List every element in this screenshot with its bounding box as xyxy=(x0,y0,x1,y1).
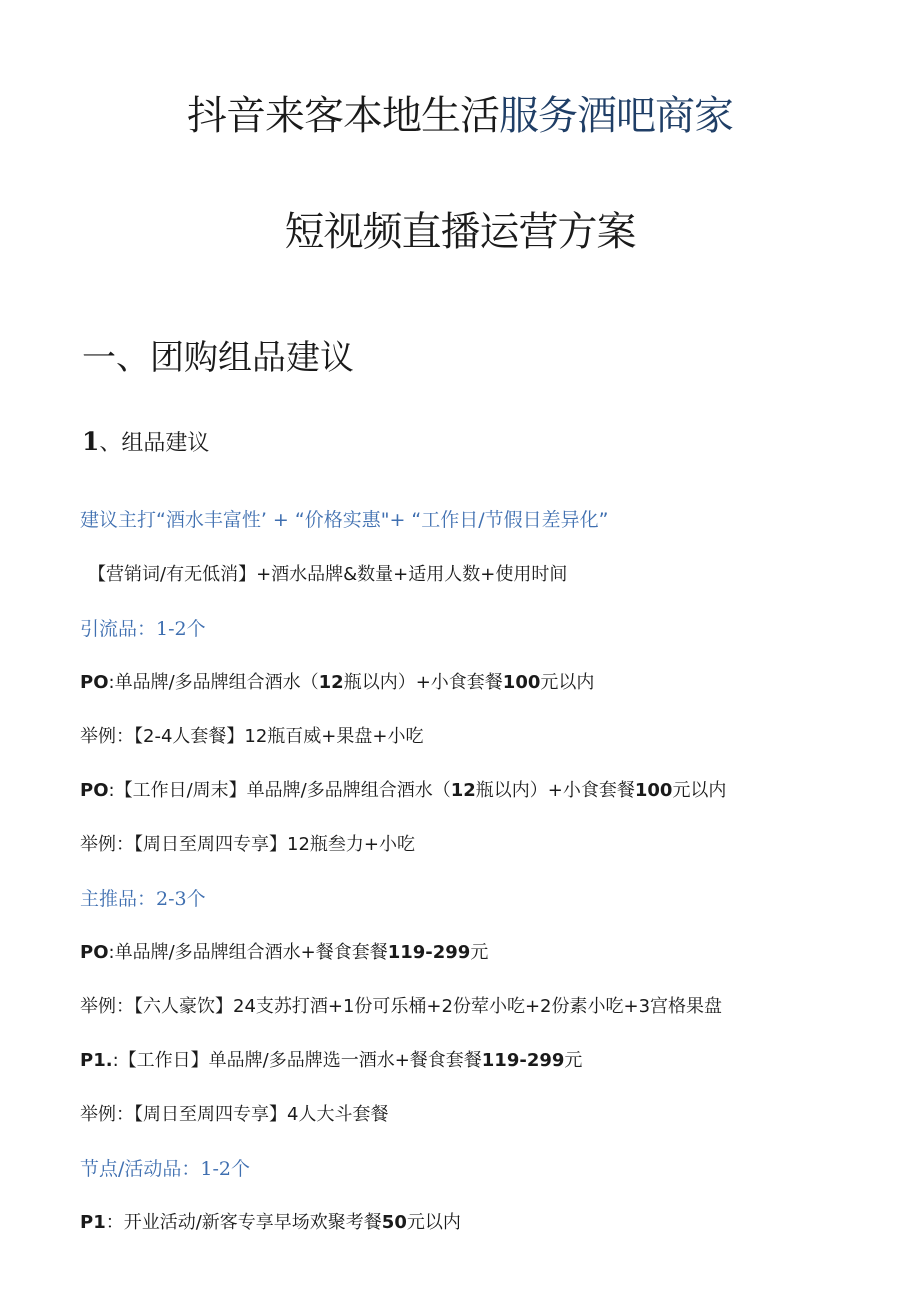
formula-line: 【营销词/有无低消】+酒水品牌&数量+适用人数+使用时间 xyxy=(88,564,568,585)
suggestion-line: 建议主打“酒水丰富性’ + “价格实惠"+ “工作日/节假日差异化” xyxy=(80,509,609,531)
subsection-number: 1 xyxy=(82,427,100,456)
traffic-product-label: 引流品：1-2个 xyxy=(80,618,206,640)
traffic-example-2: 举例：【周日至周四专享】12瓶叁力+小吃 xyxy=(80,834,415,855)
document-title-line1 xyxy=(0,84,920,141)
main-product-label: 主推品：2-3个 xyxy=(80,888,206,910)
title-accent: 服务酒吧商家 xyxy=(499,93,733,139)
main-item-2: P1.:【工作日】单品牌/多品牌选一酒水+餐食套餐119-299元 xyxy=(80,1050,583,1071)
main-example-2: 举例：【周日至周四专享】4人大斗套餐 xyxy=(80,1104,389,1125)
subsection-heading xyxy=(82,426,209,457)
title-main: 抖音来客本地生活 xyxy=(187,93,499,139)
section-heading: 一、团购组品建议 xyxy=(82,338,354,378)
main-item-1: PO:单品牌/多品牌组合酒水+餐食套餐119-299元 xyxy=(80,942,489,963)
traffic-example-1: 举例：【2-4人套餐】12瓶百威+果盘+小吃 xyxy=(80,726,424,747)
subsection-title: 、组品建议 xyxy=(99,431,210,456)
traffic-item-2: PO:【工作日/周末】单品牌/多品牌组合酒水（12瓶以内）+小食套餐100元以内 xyxy=(80,780,727,801)
main-example-1: 举例：【六人豪饮】24支苏打酒+1份可乐桶+2份荤小吃+2份素小吃+3宫格果盘 xyxy=(80,996,723,1017)
document-title-line2: 短视频直播运营方案 xyxy=(284,209,636,255)
traffic-item-1: PO:单品牌/多品牌组合酒水（12瓶以内）+小食套餐100元以内 xyxy=(80,672,595,693)
event-product-label: 节点/活动品：1-2个 xyxy=(80,1158,251,1180)
event-item-1: P1：开业活动/新客专享早场欢聚考餐50元以内 xyxy=(80,1212,461,1233)
